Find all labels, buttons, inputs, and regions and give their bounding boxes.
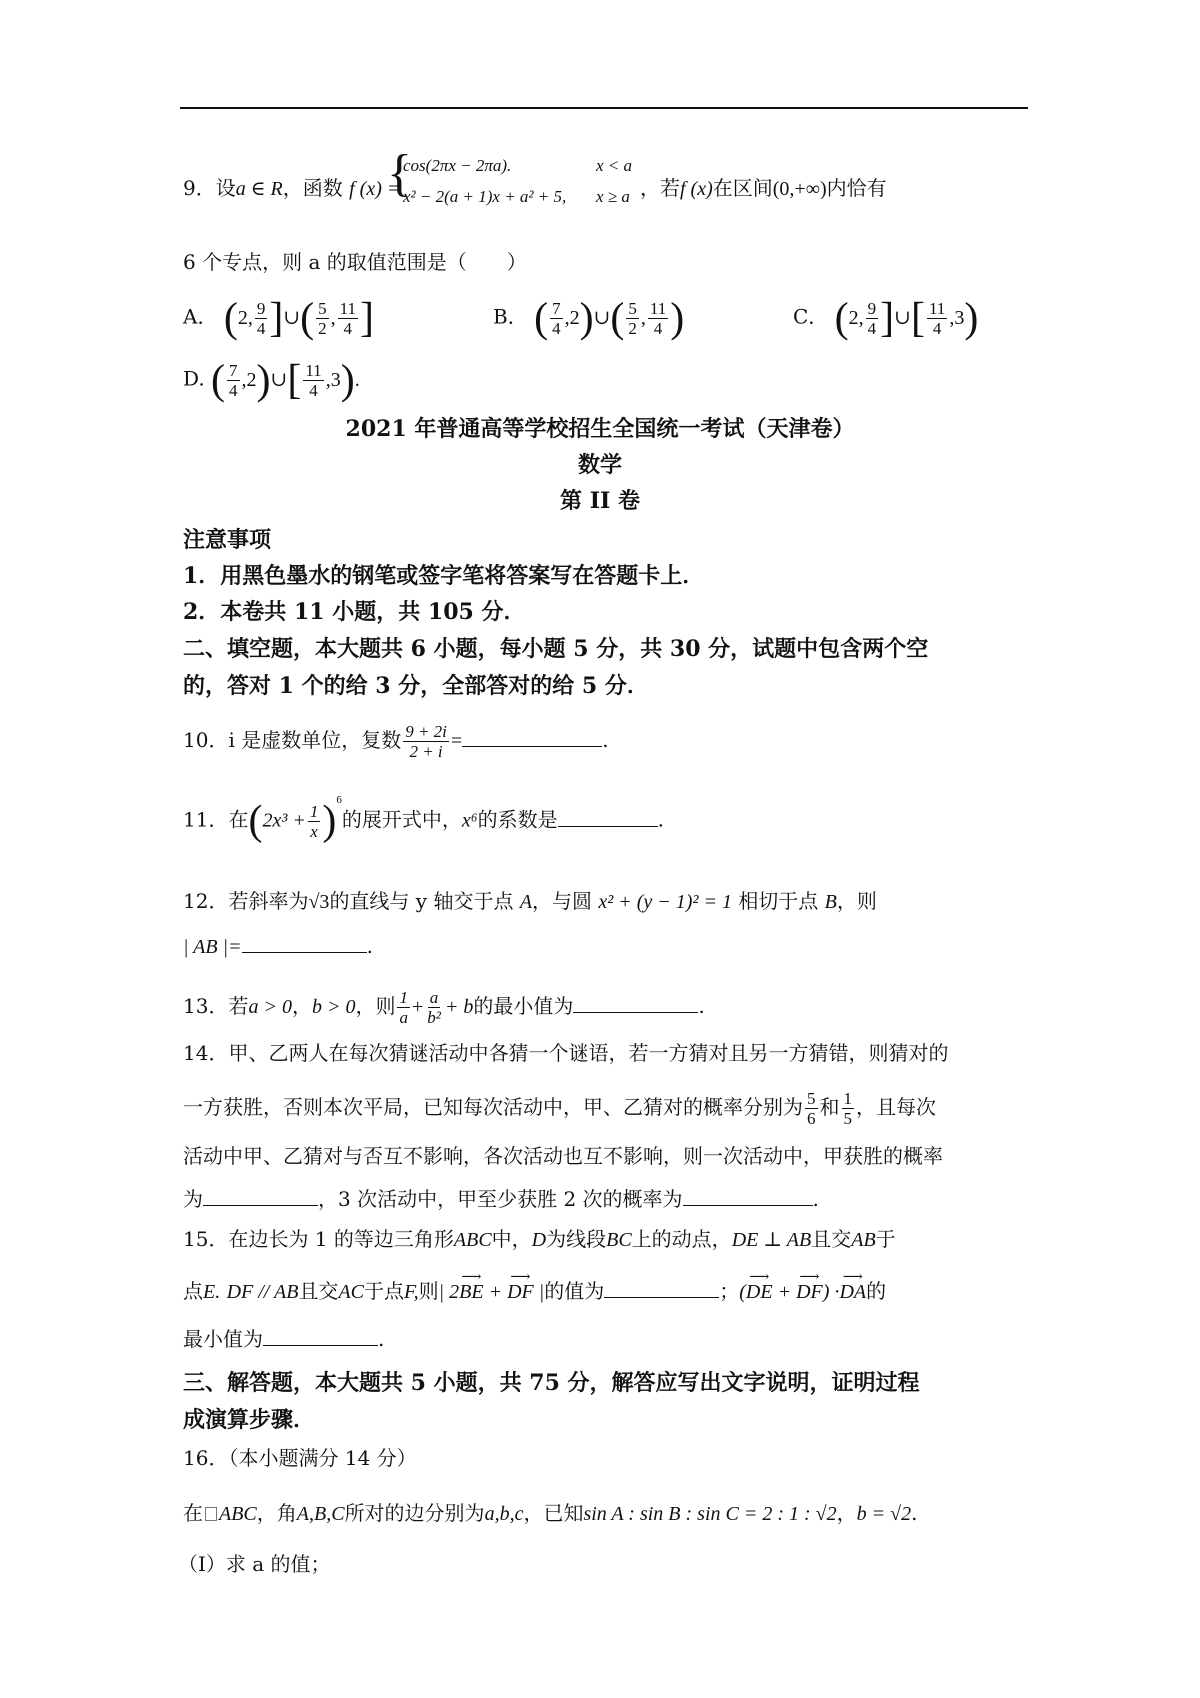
q15-text: 15．在边长为 1 的等边三角形	[183, 1227, 454, 1251]
q12-line1	[183, 888, 877, 915]
q16-text: 所对的边分别为	[344, 1501, 485, 1525]
q14-line4	[183, 1186, 819, 1212]
q14-answer-blank-2[interactable]	[683, 1187, 813, 1206]
q14-frac1	[805, 1089, 818, 1128]
section3-heading-line2: 成演算步骤．	[183, 1407, 316, 1433]
q13-d2: b²	[427, 1008, 441, 1027]
q12-text: ，与圆	[532, 889, 593, 913]
q13-text: 的最小值为	[473, 994, 574, 1018]
q15-line3	[183, 1326, 384, 1352]
note-2: 2．本卷共 11 小题，共 105 分．	[183, 599, 526, 625]
q15-ab: AB	[851, 1229, 876, 1251]
piecewise-brace: {	[387, 145, 412, 202]
q10-end: .	[602, 728, 609, 752]
q12-point-b: B	[824, 891, 837, 913]
q12-text: ，则	[836, 889, 877, 913]
q10-text: 10．i 是虚数单位，复数	[183, 728, 402, 752]
q16-line1	[183, 1500, 917, 1527]
q15-paren-r: ) ·	[822, 1281, 840, 1303]
option-c[interactable]	[793, 295, 979, 341]
q11-fraction	[308, 802, 321, 841]
q9-condition: a ∈ R	[235, 178, 283, 200]
q15-text: 的	[866, 1279, 887, 1303]
q15-line1	[183, 1226, 896, 1253]
q15-vec-be: ⟶ BE	[459, 1279, 483, 1305]
q12-line2	[183, 933, 373, 960]
q16-sides: a,b,c	[484, 1503, 524, 1525]
q14-answer-blank-1[interactable]	[203, 1187, 318, 1206]
piecewise-case1-cond: x < a	[596, 156, 633, 175]
q16-text: 在	[183, 1501, 203, 1525]
option-c-label: C．	[793, 304, 829, 329]
option-a[interactable]	[183, 295, 374, 341]
q15-vec-df: ⟶ DF	[507, 1279, 534, 1305]
q14-line2	[183, 1089, 936, 1128]
q13-n2: a	[429, 988, 439, 1007]
q9-text: ，若	[640, 176, 680, 200]
q14-text: 一方获胜，否则本次平局，已知每次活动中，甲、乙猜对的概率分别为	[183, 1095, 803, 1119]
q9-line2: 6 个专点，则 a 的取值范围是（ ）	[183, 250, 527, 274]
q14-f2n: 1	[843, 1089, 852, 1108]
q16-text: ，角	[256, 1501, 297, 1525]
q15-d: D	[531, 1229, 547, 1251]
q14-text: ，且每次	[856, 1095, 936, 1119]
q15-text: 为线段	[546, 1227, 607, 1251]
option-b[interactable]	[493, 295, 685, 341]
q13-end: .	[698, 994, 705, 1018]
section2-heading-line2: 的，答对 1 个的给 3 分，全部答对的给 5 分．	[183, 673, 649, 699]
q15-text: 于点	[364, 1279, 404, 1303]
section2-heading-line1: 二、填空题，本大题共 6 小题，每小题 5 分，共 30 分，试题中包含两个空	[183, 636, 929, 662]
triangle-icon	[205, 1507, 217, 1521]
option-b-label: B．	[493, 304, 528, 329]
exam-volume: 第 II 卷	[560, 488, 640, 514]
q9-line1	[183, 175, 400, 202]
q12-abs: | AB |=	[183, 936, 242, 958]
q10	[183, 722, 609, 761]
q15-dot-expr	[739, 1281, 866, 1303]
q14-and: 和	[819, 1095, 840, 1119]
q13-cond2: b > 0	[311, 996, 356, 1018]
q9-fx2: f (x)	[680, 178, 713, 200]
q10-fraction	[403, 722, 449, 761]
q9-text: ，函数	[282, 176, 343, 200]
piecewise-case2-cond: x ≥ a	[596, 187, 630, 206]
note-1: 1．用黑色墨水的钢笔或签字笔将答案写在答题卡上．	[183, 563, 705, 589]
q15-f: F,	[404, 1281, 419, 1303]
q14-line3: 活动中甲、乙猜对与否互不影响，各次活动也互不影响，则一次活动中，甲获胜的概率	[183, 1144, 943, 1168]
q15-semicolon: ；	[719, 1279, 740, 1303]
option-d-math: ( $\frac{7}{4}$ ,2)∪[ $\frac{11}{4}$ ,3).	[211, 357, 360, 403]
q11-expr: 2x³ +	[262, 809, 306, 832]
q14-text: 为	[183, 1187, 203, 1211]
q11-text: 的系数是	[477, 807, 558, 832]
q15-text: 中，	[491, 1227, 532, 1251]
q12-end: .	[366, 934, 373, 958]
q15-answer-blank-1[interactable]	[604, 1279, 719, 1298]
q15-text: 的值为	[544, 1279, 605, 1303]
q15-answer-blank-2[interactable]	[263, 1327, 378, 1346]
q15-ac: AC	[338, 1281, 364, 1303]
q9-text: 在区间	[712, 176, 773, 200]
q12-sqrt3: √3	[308, 891, 330, 913]
option-c-math: (2, $\frac{9}{4}$ ]∪[ $\frac{11}{4}$ ,3)	[834, 295, 979, 341]
q15-text: 且交	[298, 1279, 339, 1303]
q15-paren-l: (	[739, 1281, 746, 1303]
q16-ratio: sin A : sin B : sin C = 2 : 1 : √2	[583, 1503, 837, 1525]
option-d[interactable]	[183, 357, 360, 403]
q13-frac2	[425, 988, 443, 1027]
q15-e: E.	[203, 1281, 221, 1303]
exam-subject: 数学	[577, 452, 622, 478]
q11-x6: x⁶	[461, 809, 478, 832]
q11-end: .	[657, 807, 665, 832]
q11: 11．在(2x³ + $\frac{1}{x}$ )$^6$的展开式中，x⁶的系数是 .	[183, 793, 665, 844]
q11-num: 1	[309, 801, 319, 821]
q16-title: 16．（本小题满分 14 分）	[183, 1446, 417, 1470]
q15-line2	[183, 1278, 886, 1305]
q10-den: 2 + i	[409, 742, 443, 761]
q15-plus: +	[483, 1281, 508, 1303]
q12-text: 的直线与 y 轴交于点	[329, 889, 514, 913]
q11-den: x	[310, 821, 318, 841]
q15-perp: DE ⊥ AB	[731, 1229, 812, 1251]
q14-f2d: 5	[843, 1109, 852, 1128]
q15-vec-df2: ⟶ DF	[796, 1279, 823, 1305]
q12-point-a: A	[519, 891, 533, 913]
q13-tail: + b	[444, 996, 474, 1018]
q13-cond1: a > 0	[248, 996, 292, 1018]
q11-text: 的展开式中，	[341, 807, 462, 832]
q15-abs-right: |	[533, 1281, 545, 1303]
q15-text: 于	[875, 1227, 896, 1251]
q13-frac1	[397, 988, 410, 1027]
q16-text: ，	[836, 1501, 857, 1525]
q11-answer-blank[interactable]	[558, 808, 658, 827]
q16-text: ，已知	[523, 1501, 584, 1525]
q15-abs-left: | 2	[438, 1281, 460, 1303]
q10-num: 9 + 2i	[405, 722, 447, 741]
q15-text: 则	[418, 1279, 439, 1303]
q15-text: 且交	[811, 1227, 852, 1251]
section3-heading-line1: 三、解答题，本大题共 5 小题，共 75 分，解答应写出文字说明，证明过程	[183, 1370, 920, 1396]
q15-abc: ABC	[453, 1229, 492, 1251]
q16-b-value: b = √2	[856, 1503, 912, 1525]
q9-interval: (0,+∞)	[772, 178, 827, 200]
q11-exp: 6	[336, 793, 342, 806]
q15-text: 点	[183, 1279, 203, 1303]
q15-parallel: DF // AB	[226, 1281, 299, 1303]
q15-bc: BC	[606, 1229, 632, 1251]
q15-abs-expr	[439, 1281, 545, 1303]
q15-text: 上的动点，	[631, 1227, 732, 1251]
q13	[183, 988, 705, 1027]
option-d-label: D.	[183, 366, 205, 391]
q14-line1: 14．甲、乙两人在每次猜谜活动中各猜一个谜语，若一方猜对且另一方猜错，则猜对的	[183, 1041, 949, 1065]
option-b-math: ( $\frac{7}{4}$ ,2)∪( $\frac{5}{2}$ , $\frac{11}{4}$ )	[534, 295, 685, 341]
notes-heading: 注意事项	[183, 527, 272, 553]
q12-text: 12．若斜率为	[183, 889, 309, 913]
header-rule	[180, 107, 1028, 109]
q13-answer-blank[interactable]	[573, 994, 698, 1013]
q15-vec-da: ⟶ DA	[839, 1279, 866, 1305]
option-a-math: (2, $\frac{9}{4}$ ]∪( $\frac{5}{2}$ , $\frac{11}{4}$ ]	[223, 295, 374, 341]
q15-text: 最小值为	[183, 1327, 263, 1351]
piecewise-case2: x² − 2(a + 1)x + a² + 5,	[403, 187, 567, 206]
q13-d1: a	[399, 1008, 408, 1027]
exam-title: 2021 年普通高等学校招生全国统一考试（天津卷）	[345, 416, 855, 442]
q13-text: 13．若	[183, 994, 249, 1018]
q13-plus: +	[411, 996, 424, 1018]
q14-text: ，3 次活动中，甲至少获胜 2 次的概率为	[318, 1187, 683, 1211]
q11-text: 11．在	[183, 807, 249, 832]
q12-text: 相切于点	[738, 889, 819, 913]
q9-text: 内恰有	[826, 176, 887, 200]
q10-eq: =	[450, 730, 463, 752]
q12-circle: x² + (y − 1)² = 1	[598, 891, 732, 913]
q16-angles: A,B,C	[296, 1503, 345, 1525]
q9-line1-tail	[640, 175, 887, 202]
q12-answer-blank[interactable]	[242, 934, 367, 953]
q16-end: .	[911, 1501, 918, 1525]
q14-f1d: 6	[807, 1109, 816, 1128]
q14-end: .	[812, 1187, 819, 1211]
q14-f1n: 5	[807, 1089, 816, 1108]
q10-answer-blank[interactable]	[462, 728, 602, 747]
q15-vec-de: ⟶ DE	[746, 1279, 773, 1305]
q14-frac2	[842, 1089, 855, 1128]
q13-text: ，则	[355, 994, 396, 1018]
q16-triangle: ABC	[219, 1503, 257, 1525]
q9-fx: f (x) =	[349, 178, 401, 200]
q9-number: 9．设	[183, 176, 236, 200]
q15-plus: +	[772, 1281, 797, 1303]
piecewise-case1: cos(2πx − 2πa).	[403, 156, 512, 175]
q13-n1: 1	[399, 988, 408, 1007]
q13-sep: ，	[291, 994, 312, 1018]
q16-part1: （I）求 a 的值；	[178, 1552, 331, 1576]
option-a-label: A．	[183, 304, 218, 329]
q15-end: .	[378, 1327, 385, 1351]
